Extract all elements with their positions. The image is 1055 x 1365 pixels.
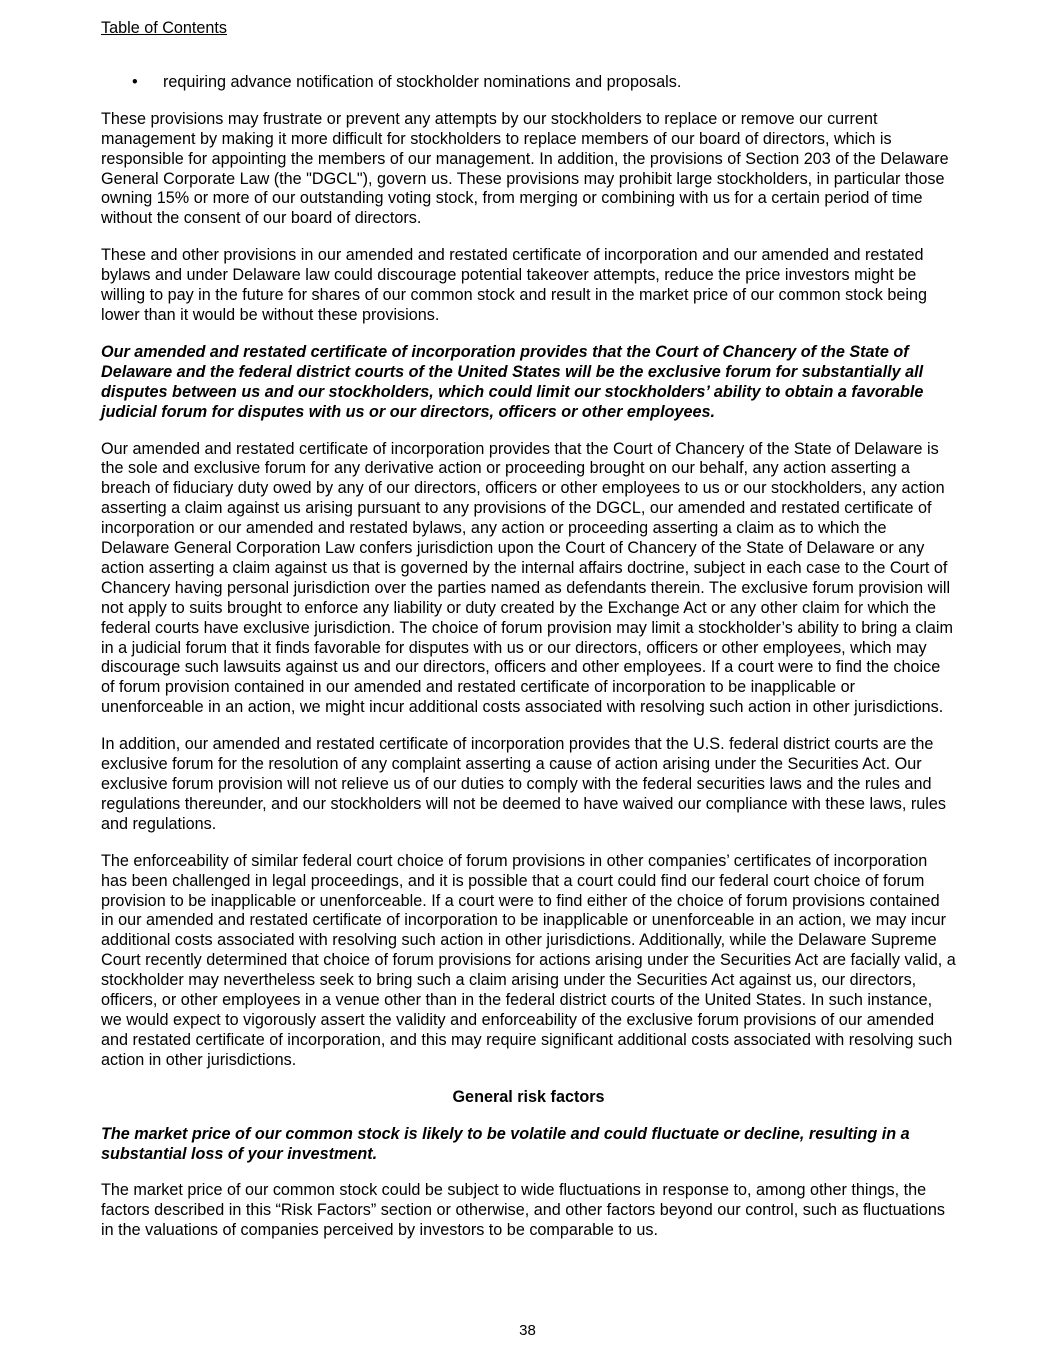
risk-heading-exclusive-forum: Our amended and restated certificate of incorporation provides that the Court of Chancery of the State of Delaware and the federal district courts of the United States will be the exclusive forum for substantially all disputes between us and our stockholders, which could limit our stockholders’ ability to obtain a favorable judicial forum for disputes with us or our directors, officers or other employees. (101, 342, 924, 421)
section-heading-general-risk-factors: General risk factors (452, 1087, 605, 1106)
bullet-icon: • (132, 72, 138, 91)
paragraph-provisions-frustrate: These provisions may frustrate or prevent any attempts by our stockholders to replace or remove our current management by making it more difficult for stockholders to replace members of our board of directors, which is responsible for appointing the members of our management. In addition, the provisions of Section 203 of the Delaware General Corporate Law (the "DGCL"), govern us. These provisions may prohibit large stockholders, in particular those owning 15% or more of our outstanding voting stock, from merging or combining with us for a certain period of time without the consent of our board of directors. (101, 109, 949, 228)
table-of-contents-link[interactable]: Table of Contents (101, 19, 227, 37)
page-number: 38 (519, 1322, 536, 1339)
bullet-item (101, 73, 956, 93)
document-page (101, 19, 956, 1258)
bullet-text: requiring advance notification of stockholder nominations and proposals. (163, 72, 682, 91)
paragraph-takeover-provisions: These and other provisions in our amended and restated certificate of incorporation and our amended and restated bylaws and under Delaware law could discourage potential takeover attempts, reduce the price investors might be willing to pay in the future for shares of our common stock and result in the market price of our common stock being lower than it would be without these provisions. (101, 246, 927, 324)
paragraph-federal-district-courts: In addition, our amended and restated certificate of incorporation provides that the U.S. federal district courts are the exclusive forum for the resolution of any complaint asserting a cause of action arising under the Securities Act. Our exclusive forum provision will not relieve us of our duties to comply with the federal securities laws and the rules and regulations thereunder, and our stockholders will not be deemed to have waived our compliance with these laws, rules and regulations. (101, 735, 946, 833)
paragraph-market-price: The market price of our common stock could be subject to wide fluctuations in response to, among other things, the factors described in this “Risk Factors” section or otherwise, and other factors beyond our control, such as fluctuations in the valuations of companies perceived by investors to be comparable to us. (101, 1181, 945, 1240)
paragraph-court-of-chancery: Our amended and restated certificate of incorporation provides that the Court of Chancery of the State of Delaware is the sole and exclusive forum for any derivative action or proceeding brought on our behalf, any action asserting a breach of fiduciary duty owed by any of our directors, officers or other employees to us or our stockholders, any action asserting a claim against us arising pursuant to any provisions of the DGCL, our amended and restated certificate of incorporation or our amended and restated bylaws, any action or proceeding asserting a claim as to which the Delaware General Corporation Law confers jurisdiction upon the Court of Chancery of the State of Delaware or any action asserting a claim against us that is governed by the internal affairs doctrine, subject in each case to the Court of Chancery having personal jurisdiction over the parties named as defendants therein. The exclusive forum provision will not apply to suits brought to enforce any liability or duty created by the Exchange Act or any other claim for which the federal courts have exclusive jurisdiction. The choice of forum provision may limit a stockholder’s ability to bring a claim in a judicial forum that it finds favorable for disputes with us or our directors, officers or other employees, which may discourage such lawsuits against us and our directors, officers and other employees. If a court were to find the choice of forum provision contained in our amended and restated certificate of incorporation to be inapplicable or unenforceable in an action, we might incur additional costs associated with resolving such action in other jurisdictions. (101, 439, 954, 717)
paragraph-enforceability: The enforceability of similar federal court choice of forum provisions in other companies’ certificates of incorporation has been challenged in legal proceedings, and it is possible that a court could find our federal court choice of forum provision to be inapplicable or unenforceable. If a court were to find either of the choice of forum provisions contained in our amended and restated certificate of incorporation to be inapplicable or unenforceable in an action, we may incur additional costs associated with resolving such action in other jurisdictions. Additionally, while the Delaware Supreme Court recently determined that choice of forum provisions for actions arising under the Securities Act are facially valid, a stockholder may nevertheless seek to bring such a claim arising under the Securities Act against us, our directors, officers, or other employees in a venue other than in the federal district courts of the United States. In such instance, we would expect to vigorously assert the validity and enforceability of the exclusive forum provisions of our amended and restated certificate of incorporation, and this may require significant additional costs associated with resolving such action in other jurisdictions. (101, 851, 956, 1069)
risk-heading-market-price: The market price of our common stock is likely to be volatile and could fluctuate or decline, resulting in a substantial loss of your investment. (101, 1124, 910, 1163)
